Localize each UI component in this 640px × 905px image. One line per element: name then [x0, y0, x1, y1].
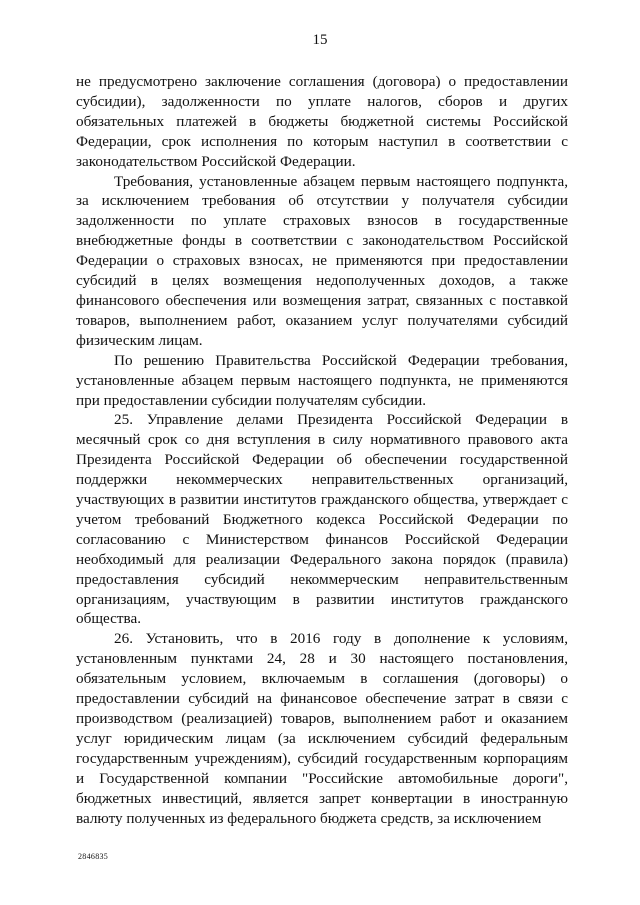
document-code: 2846835: [78, 852, 109, 861]
paragraph-item-25: 25. Управление делами Президента Российской Федерации в месячный срок со дня вступления в силу нормативного правового акта Президента Российской Федерации об обеспечении государственной поддержки некоммерческих неправительственных организаций, участвующих в развитии институтов гражданского общества, утверждает с учетом требований Бюджетного кодекса Российской Федерации по согласованию с Министерством финансов Российской Федерации необходимый для реализации Федерального закона порядок (правила) предоставления субсидий некоммерческим неправительственным организациям, участвующим в развитии институтов гражданского общества.: [76, 411, 568, 628]
paragraph-government-decision: По решению Правительства Российской Федерации требования, установленные абзацем первым настоящего подпункта, не применяются при предоставлении субсидии получателям субсидии.: [76, 351, 568, 409]
paragraph-continuation: не предусмотрено заключение соглашения (договора) о предоставлении субсидии), задолженности по уплате налогов, сборов и других обязательных платежей в бюджеты бюджетной системы Российской Федерации, срок исполнения по которым наступил в соответствии с законодательством Российской Федерации.: [76, 73, 568, 170]
paragraph-requirements: Требования, установленные абзацем первым настоящего подпункта, за исключением требования об отсутствии у получателя субсидии задолженности по уплате страховых взносов в государственные внебюджетные фонды в соответствии с законодательством Российской Федерации о страховых взносах, не применяются при предоставлении субсидий в целях возмещения недополученных доходов, а также финансового обеспечения или возмещения затрат, связанных с поставкой товаров, выполнением работ, оказанием услуг получателями субсидий физическим лицам.: [76, 172, 568, 349]
paragraph-item-26: 26. Установить, что в 2016 году в дополнение к условиям, установленным пунктами 24, 28 и 30 настоящего постановления, обязательным условием, включаемым в соглашения (договоры) о предоставлении субсидий на финансовое обеспечение затрат в связи с производством (реализацией) товаров, выполнением работ и оказанием услуг юридическим лицам (за исключением субсидий федеральным государственным учреждениям), субсидий государственным корпорациям и Государственной компании "Российские автомобильные дороги", бюджетных инвестиций, является запрет конвертации в иностранную валюту полученных из федерального бюджета средств, за исключением: [76, 630, 568, 827]
page-number: 15: [312, 32, 328, 48]
document-body: [76, 72, 568, 828]
